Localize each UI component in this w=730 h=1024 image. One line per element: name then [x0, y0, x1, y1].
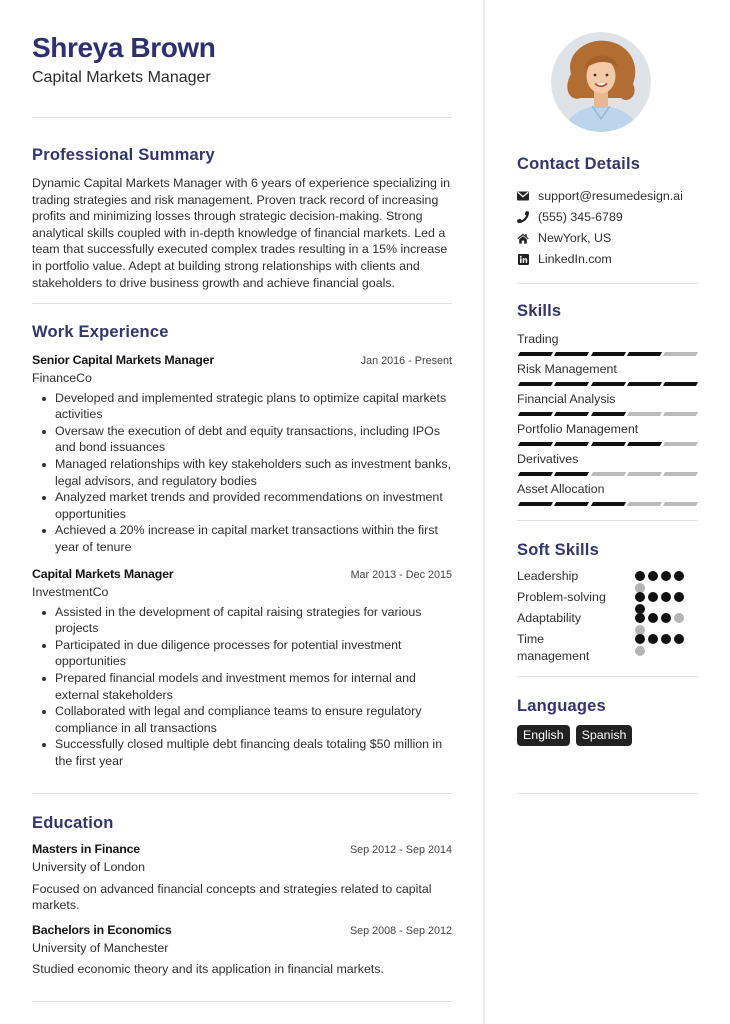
list-item: Collaborated with legal and compliance teams to ensure regulatory compliance in all transactions	[55, 703, 452, 736]
soft-skill-name: Time management	[517, 631, 590, 663]
candidate-title: Capital Markets Manager	[32, 69, 211, 86]
job-entry	[32, 566, 452, 770]
skill-segment	[518, 382, 553, 386]
job-title: Capital Markets Manager	[32, 566, 174, 581]
language-badges	[517, 725, 698, 746]
rating-dot	[674, 571, 684, 581]
contact-email[interactable]	[517, 186, 698, 207]
skill-item	[517, 481, 698, 506]
skill-segment	[590, 472, 625, 476]
job-entry	[32, 352, 452, 556]
divider	[32, 117, 452, 118]
job-bullets	[32, 604, 452, 770]
column-divider	[483, 0, 485, 1024]
soft-skill-item	[517, 610, 698, 627]
divider	[32, 303, 452, 304]
skill-segment	[663, 382, 698, 386]
linkedin-icon	[517, 253, 529, 265]
language-badge: Spanish	[576, 725, 633, 746]
soft-skill-item	[517, 568, 698, 585]
degree: Masters in Finance	[32, 841, 140, 856]
contact-phone	[517, 207, 698, 228]
job-header	[32, 352, 452, 370]
skill-segment	[518, 412, 553, 416]
work-experience-section	[32, 321, 452, 769]
rating-dot	[648, 634, 658, 644]
list-item: Successfully closed multiple debt financing deals totaling $50 million in the first year	[55, 736, 452, 769]
skill-name: Trading	[517, 331, 559, 346]
rating-dot	[674, 634, 684, 644]
list-item: Managed relationships with key stakeholders such as investment banks, legal advisors, and regulatory bodies	[55, 457, 452, 488]
languages-section	[517, 695, 698, 746]
skill-item	[517, 451, 698, 476]
list-item: Achieved a 20% increase in capital market transactions within the first year of tenure	[55, 522, 452, 555]
soft-skill-rating	[635, 571, 685, 581]
skill-level-bar	[519, 472, 697, 476]
soft-skill-item	[517, 589, 698, 606]
skill-name: Asset Allocation	[517, 481, 605, 496]
soft-skill-rating	[635, 592, 685, 602]
skill-segment	[627, 352, 662, 356]
skill-segment	[590, 412, 625, 416]
rating-dot	[648, 571, 658, 581]
job-title: Senior Capital Markets Manager	[32, 352, 214, 367]
skill-segment	[518, 472, 553, 476]
soft-skill-item	[517, 631, 698, 665]
rating-dot	[635, 571, 645, 581]
education-description: Studied economic theory and its application in financial markets.	[32, 961, 384, 976]
list-item: Oversaw the execution of debt and equity transactions, including IPOs and bond issuances	[55, 423, 452, 456]
rating-dot	[674, 613, 684, 623]
skill-segment	[627, 502, 662, 506]
skill-segment	[554, 472, 589, 476]
main-column	[32, 0, 452, 1002]
skill-item	[517, 391, 698, 416]
list-item: Analyzed market trends and provided recommendations on investment opportunities	[55, 489, 452, 522]
professional-summary-section	[32, 144, 452, 291]
rating-dot	[635, 592, 645, 602]
skill-segment	[554, 382, 589, 386]
skill-segment	[554, 412, 589, 416]
skill-segment	[518, 352, 553, 356]
skill-segment	[663, 442, 698, 446]
degree: Bachelors in Economics	[32, 922, 172, 937]
skill-name: Financial Analysis	[517, 391, 616, 406]
phone-icon	[517, 211, 529, 223]
rating-dot	[661, 592, 671, 602]
skill-level-bar	[519, 442, 697, 446]
rating-dot	[661, 571, 671, 581]
skill-segment	[554, 442, 589, 446]
skills-list	[517, 331, 698, 506]
job-dates: Mar 2013 - Dec 2015	[350, 568, 452, 581]
section-heading: Work Experience	[32, 323, 169, 342]
skill-segment	[627, 412, 662, 416]
education-section	[32, 812, 452, 978]
rating-dot	[635, 634, 645, 644]
soft-skills-list	[517, 568, 698, 665]
avatar-portrait-icon	[551, 32, 651, 132]
skill-level-bar	[519, 382, 697, 386]
skill-segment	[554, 352, 589, 356]
skill-segment	[663, 472, 698, 476]
skill-segment	[518, 442, 553, 446]
soft-skill-name: Leadership	[517, 568, 579, 583]
section-heading: Soft Skills	[517, 540, 599, 559]
location-text: NewYork, US	[538, 231, 612, 245]
rating-dot	[648, 613, 658, 623]
skill-name: Risk Management	[517, 361, 617, 376]
skill-segment	[590, 502, 625, 506]
sidebar-column	[517, 0, 698, 794]
contact-section	[517, 153, 698, 270]
list-item: Developed and implemented strategic plans to optimize capital markets activities	[55, 390, 452, 423]
contact-linkedin[interactable]	[517, 249, 698, 270]
divider	[517, 676, 698, 677]
education-description: Focused on advanced financial concepts and strategies related to capital markets.	[32, 881, 432, 913]
skill-segment	[663, 412, 698, 416]
skill-level-bar	[519, 502, 697, 506]
linkedin-text[interactable]: LinkedIn.com	[538, 252, 612, 266]
divider	[32, 793, 452, 794]
rating-dot	[661, 613, 671, 623]
soft-skill-rating	[635, 634, 685, 644]
contact-location	[517, 228, 698, 249]
school-name: University of Manchester	[32, 940, 169, 955]
section-heading: Skills	[517, 302, 562, 320]
contact-list	[517, 186, 698, 270]
school-name: University of London	[32, 859, 145, 874]
skill-name: Portfolio Management	[517, 421, 639, 436]
rating-dot	[661, 634, 671, 644]
skill-segment	[590, 382, 625, 386]
section-heading: Education	[32, 813, 114, 832]
rating-dot	[635, 646, 645, 656]
home-icon	[517, 232, 529, 244]
skill-name: Derivatives	[517, 451, 579, 466]
company-name: FinanceCo	[32, 370, 92, 385]
list-item: Assisted in the development of capital raising strategies for various projects	[55, 604, 452, 637]
divider	[32, 1001, 452, 1002]
rating-dot	[635, 613, 645, 623]
skill-segment	[518, 502, 553, 506]
skill-segment	[627, 472, 662, 476]
section-heading: Contact Details	[517, 155, 641, 173]
job-bullets	[32, 390, 452, 556]
education-dates: Sep 2012 - Sep 2014	[349, 843, 452, 856]
skill-item	[517, 421, 698, 446]
soft-skill-rating	[635, 613, 685, 623]
soft-skill-name: Adaptability	[517, 610, 582, 625]
skill-segment	[627, 442, 662, 446]
rating-dot	[674, 592, 684, 602]
skill-segment	[590, 352, 625, 356]
list-item: Participated in due diligence processes for potential investment opportunities	[55, 637, 452, 670]
summary-text: Dynamic Capital Markets Manager with 6 years of experience specializing in trading strategies and risk management. Proven track record of increasing profits and minimizing losses through strategic decision-making. Strong analytical skills coupled with in-depth knowledge of financial markets. Led a team that successfully executed complex trades resulting in a 15% increase in portfolio value. Adept at building strong relationships with clients and stakeholders to drive business growth and achieve financial goals.	[32, 176, 451, 290]
soft-skills-section	[517, 539, 698, 665]
job-dates: Jan 2016 - Present	[360, 354, 452, 367]
envelope-icon	[517, 190, 529, 202]
education-entry	[32, 841, 452, 914]
rating-dot	[648, 592, 658, 602]
skill-segment	[663, 352, 698, 356]
skill-item	[517, 331, 698, 356]
company-name: InvestmentCo	[32, 584, 109, 599]
education-header	[32, 841, 452, 859]
skill-segment	[663, 502, 698, 506]
phone-text: (555) 345-6789	[538, 210, 623, 224]
skill-segment	[627, 382, 662, 386]
candidate-name: Shreya Brown	[32, 32, 216, 63]
education-header	[32, 922, 452, 940]
skill-segment	[590, 442, 625, 446]
skill-segment	[554, 502, 589, 506]
profile-photo	[551, 32, 651, 132]
section-heading: Professional Summary	[32, 146, 215, 164]
skill-level-bar	[519, 352, 697, 356]
divider	[517, 283, 698, 284]
skill-item	[517, 361, 698, 386]
soft-skill-name: Problem-solving	[517, 589, 606, 604]
divider	[517, 520, 698, 521]
list-item: Prepared financial models and investment memos for internal and external stakeholders	[55, 670, 452, 703]
job-header	[32, 566, 452, 584]
skill-level-bar	[519, 412, 697, 416]
education-dates: Sep 2008 - Sep 2012	[349, 924, 452, 937]
section-heading: Languages	[517, 696, 606, 715]
education-entry	[32, 922, 452, 978]
divider	[517, 793, 698, 794]
email-text[interactable]: support@resumedesign.ai	[538, 189, 683, 203]
skills-section	[517, 300, 698, 506]
language-badge: English	[517, 725, 570, 746]
